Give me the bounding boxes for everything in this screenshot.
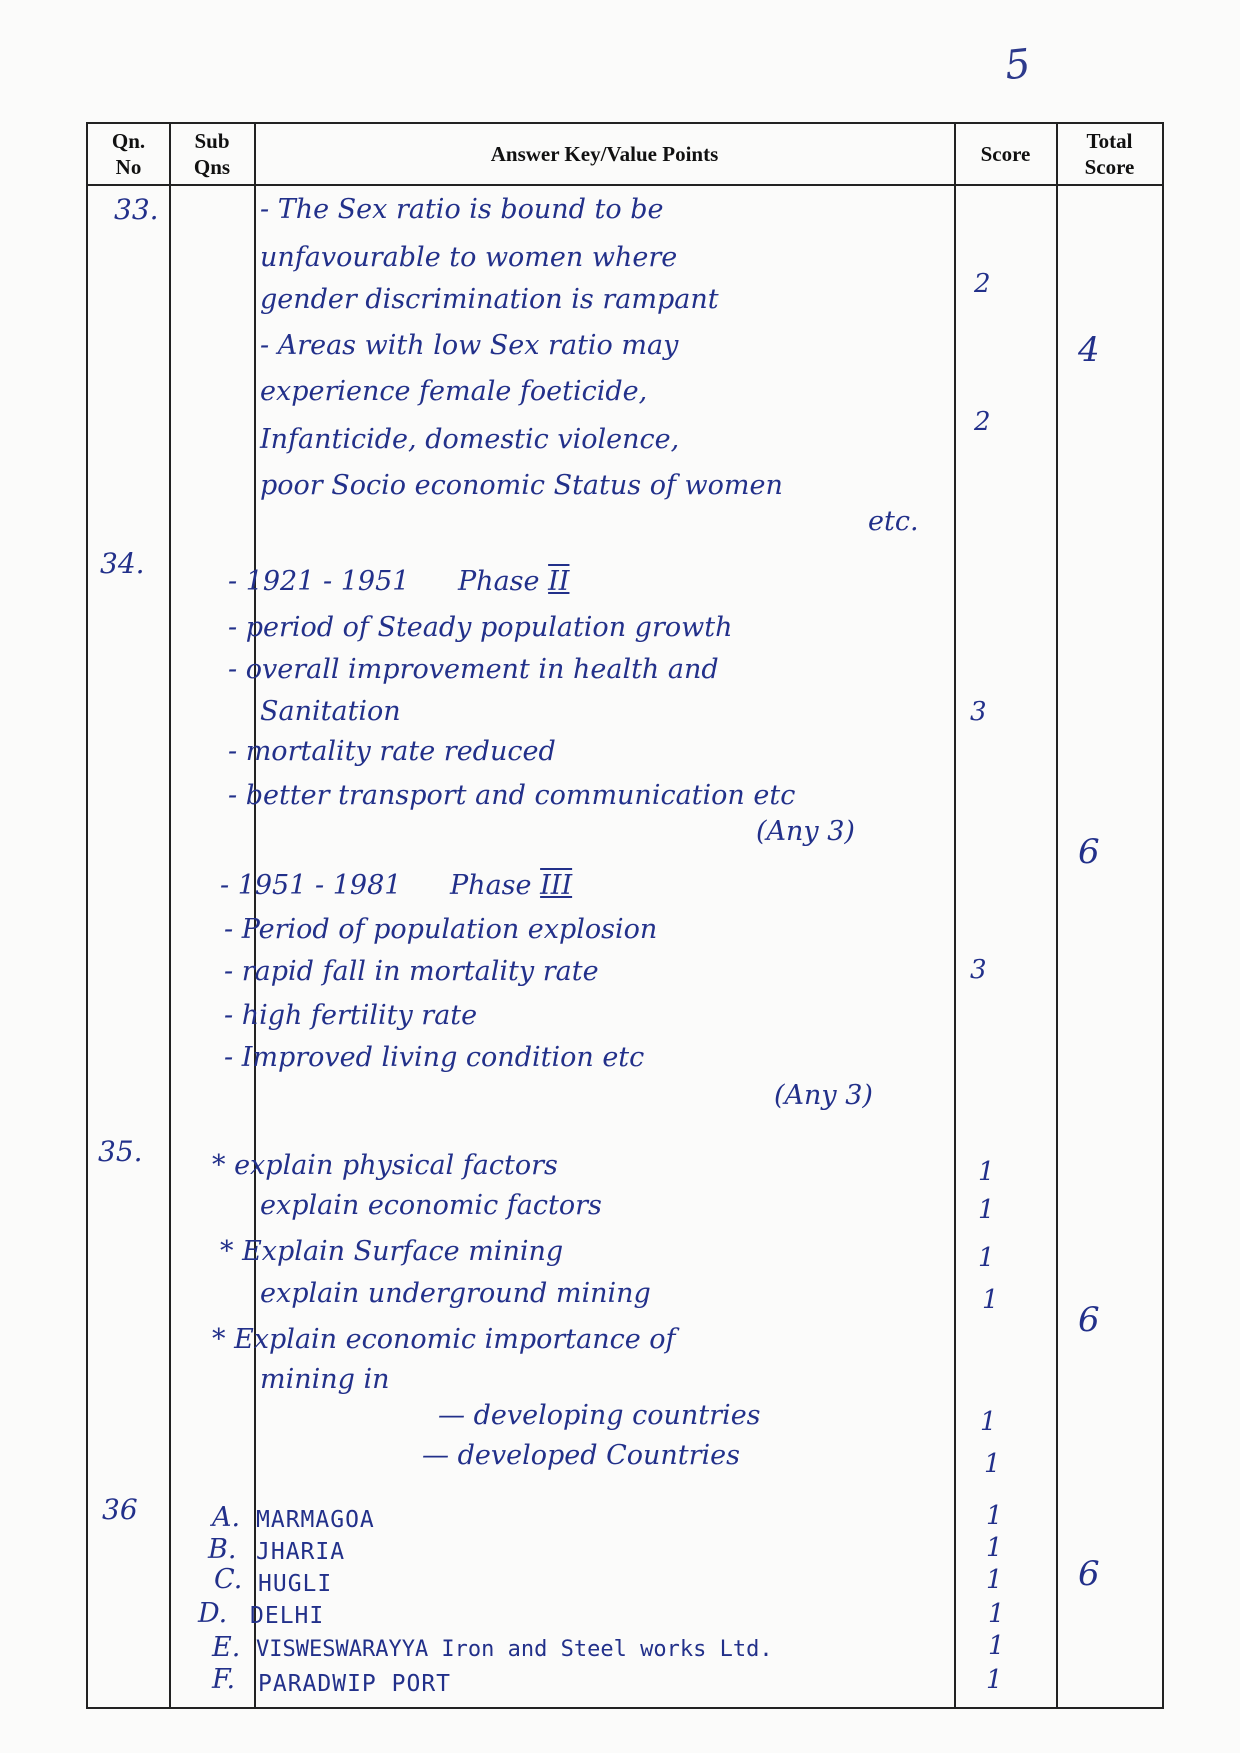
column-divider [169,124,171,1707]
header-sub-qns: Sub Qns [193,129,231,179]
question-number: 35. [98,1135,143,1168]
header-qn: Qn. No [111,129,146,179]
answer-line: * Explain Surface mining [220,1236,564,1267]
phase-heading [220,870,572,902]
answer-line: poor Socio economic Status of women [260,470,783,501]
score-value: 2 [974,407,991,437]
answer-line: experience female foeticide, [260,376,648,407]
item-label: A. [212,1502,241,1533]
answer-line: - The Sex ratio is bound to be [260,194,664,225]
header-total-score: Total Score [1084,129,1135,179]
question-number: 36 [102,1493,138,1526]
item-label: E. [212,1632,241,1663]
score-value: 3 [970,955,987,985]
answer-line: Sanitation [260,696,401,727]
column-divider [1056,124,1058,1707]
phase-years: - 1951 - 1981 [220,870,402,901]
answer-line: gender discrimination is rampant [260,284,719,315]
column-divider [954,124,956,1707]
score-value: 1 [984,1449,1001,1479]
answer-line: JHARIA [256,1539,346,1565]
score-value: 1 [978,1157,995,1187]
answer-line: mining in [260,1364,390,1395]
answer-line: - mortality rate reduced [228,736,556,767]
score-value: 1 [988,1599,1005,1629]
answer-line: Infanticide, domestic violence, [260,424,680,455]
total-score-value: 6 [1078,832,1100,872]
answer-line: * explain physical factors [212,1150,558,1181]
answer-line: - high fertility rate [224,1000,478,1031]
score-value: 1 [986,1565,1003,1595]
answer-line: — developed Countries [422,1440,741,1471]
phase-label: Phase [458,566,540,597]
question-number: 33. [114,193,159,226]
phase-heading [228,566,569,598]
answer-line: * Explain economic importance of [212,1324,676,1355]
score-value: 1 [988,1631,1005,1661]
answer-line: explain underground mining [260,1278,651,1309]
score-value: 1 [982,1285,999,1315]
item-label: D. [198,1598,228,1629]
header-score: Score [980,142,1031,166]
answer-line: - Period of population explosion [224,914,658,945]
answer-line: HUGLI [258,1571,333,1597]
phase-years: - 1921 - 1951 [228,566,410,597]
question-number: 34. [100,547,145,580]
total-score-value: 6 [1078,1300,1100,1340]
score-value: 1 [978,1243,995,1273]
header-answer-key: Answer Key/Value Points [490,142,719,166]
total-score-value: 4 [1078,330,1100,370]
answer-line: DELHI [250,1603,325,1629]
item-label: C. [214,1564,243,1595]
score-value: 1 [978,1195,995,1225]
answer-line: — developing countries [438,1400,761,1431]
answer-line: - period of Steady population growth [228,612,733,643]
answer-line: VISWESWARAYYA Iron and Steel works Ltd. [256,1637,773,1662]
answer-line: - better transport and communication etc [228,780,796,811]
any-three-note: (Any 3) [774,1080,873,1111]
header-divider [88,184,1162,186]
score-value: 1 [980,1407,997,1437]
score-value: 3 [970,697,987,727]
answer-line: MARMAGOA [256,1507,375,1533]
answer-line: - Areas with low Sex ratio may [260,330,679,361]
page-number: 5 [1002,40,1033,90]
answer-line: etc. [868,506,919,537]
phase-label: Phase [450,870,532,901]
answer-key-table [86,122,1164,1709]
answer-line: unfavourable to women where [260,242,678,273]
answer-line: - Improved living condition etc [224,1042,645,1073]
phase-roman: III [540,870,573,901]
item-label: F. [212,1664,236,1695]
answer-line: explain economic factors [260,1190,602,1221]
item-label: B. [208,1534,237,1565]
phase-roman: II [548,566,570,597]
any-three-note: (Any 3) [756,816,855,847]
total-score-value: 6 [1078,1554,1100,1594]
answer-line: PARADWIP PORT [258,1671,452,1697]
answer-line: - rapid fall in mortality rate [224,956,599,987]
score-value: 2 [974,269,991,299]
score-value: 1 [986,1665,1003,1695]
score-value: 1 [986,1501,1003,1531]
score-value: 1 [986,1533,1003,1563]
answer-line: - overall improvement in health and [228,654,719,685]
